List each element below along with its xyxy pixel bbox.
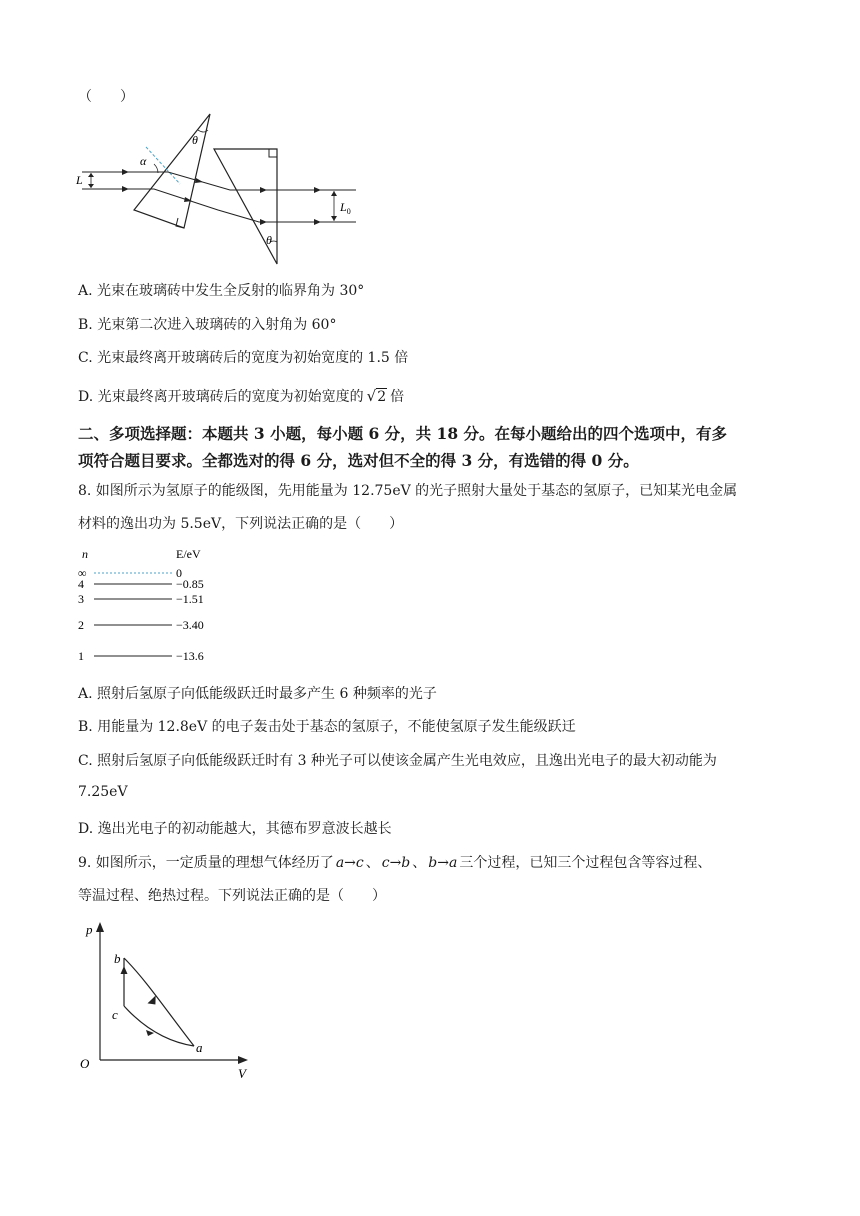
level-energy-label: 0 <box>176 566 182 580</box>
theta-bottom-label: θ <box>266 233 272 247</box>
sqrt-radicand: 2 <box>377 389 387 405</box>
q8-option-d[interactable]: D. 逸出光电子的初动能越大，其德布罗意波长越长 <box>78 821 392 837</box>
q9-stem-line2: 等温过程、绝热过程。下列说法正确的是（ ） <box>78 888 386 904</box>
L0-label: $L_0$ <box>340 200 351 216</box>
q8-stem-line1: 8. 如图所示为氢原子的能级图，先用能量为 12.75eV 的光子照射大量处于基态的氢原子，已知某光电金属 <box>78 483 738 499</box>
separator: 、 <box>412 855 427 871</box>
q7-option-d-suffix: 倍 <box>390 389 405 405</box>
process-cb: c→b <box>381 855 411 871</box>
level-energy-label: −0.85 <box>176 577 204 591</box>
alpha-label: α <box>140 154 147 168</box>
process-b-to-a <box>124 958 194 1046</box>
q9-stem-text: 三个过程，已知三个过程包含等容过程、 <box>459 855 712 871</box>
v-axis-label: V <box>238 1066 246 1078</box>
q7-option-a[interactable]: A. 光束在玻璃砖中发生全反射的临界角为 30° <box>78 283 365 299</box>
level-energy-label: −1.51 <box>176 592 204 606</box>
theta-top-label: θ <box>192 133 198 147</box>
point-b-label: b <box>114 951 121 966</box>
q7-option-d[interactable] <box>78 386 404 406</box>
level-energy-label: −13.6 <box>176 649 204 663</box>
q7-option-d-text: D. 光束最终离开玻璃砖后的宽度为初始宽度的 <box>78 389 364 405</box>
q9-stem-text: 9. 如图所示，一定质量的理想气体经历了 <box>78 855 334 871</box>
left-prism-right-angle-mark <box>176 218 184 228</box>
point-a-label: a <box>196 1040 203 1055</box>
level-energy-label: −3.40 <box>176 618 204 632</box>
normal-line <box>146 147 180 184</box>
section2-heading-line2: 项符合题目要求。全都选对的得 6 分，选对但不全的得 3 分，有选错的得 0 分。 <box>78 451 639 470</box>
origin-label: O <box>80 1056 90 1071</box>
level-n-label: 4 <box>78 577 84 591</box>
q8-option-b[interactable]: B. 用能量为 12.8eV 的电子轰击处于基态的氢原子，不能使氢原子发生能级跃迁 <box>78 719 576 735</box>
q8-option-a[interactable]: A. 照射后氢原子向低能级跃迁时最多产生 6 种频率的光子 <box>78 686 437 702</box>
level-n-label: ∞ <box>78 566 87 580</box>
process-ac: a→c <box>335 855 364 871</box>
sqrt-symbol: √ <box>366 387 377 405</box>
p-v-graph <box>76 918 256 1078</box>
q8-stem-line2: 材料的逸出功为 5.5eV，下列说法正确的是（ ） <box>78 516 404 532</box>
process-ba: b→a <box>428 855 458 871</box>
q7-option-b[interactable]: B. 光束第二次进入玻璃砖的入射角为 60° <box>78 317 337 333</box>
q7-option-c[interactable]: C. 光束最终离开玻璃砖后的宽度为初始宽度的 1.5 倍 <box>78 350 409 366</box>
q8-option-c-line2[interactable]: 7.25eV <box>78 784 128 800</box>
separator: 、 <box>365 855 380 871</box>
v-axis-arrow <box>238 1056 248 1064</box>
point-c-label: c <box>112 1007 118 1022</box>
p-axis-label: p <box>86 922 93 937</box>
p-axis-arrow <box>96 922 104 932</box>
section2-heading-line1: 二、多项选择题：本题共 3 小题，每小题 6 分，共 18 分。在每小题给出的四个选项中，有多 <box>78 424 728 443</box>
prism-diagram <box>74 112 374 272</box>
energy-levels <box>78 566 204 663</box>
q7-answer-paren: （ ） <box>78 89 134 105</box>
n-axis-label: n <box>82 547 88 561</box>
level-n-label: 3 <box>78 592 84 606</box>
lower-ray <box>82 189 356 222</box>
left-prism <box>134 114 210 228</box>
level-n-label: 1 <box>78 649 84 663</box>
level-n-label: 2 <box>78 618 84 632</box>
right-prism-right-angle-mark <box>269 149 277 157</box>
q9-stem-line1 <box>78 852 711 872</box>
q8-option-c-line1[interactable]: C. 照射后氢原子向低能级跃迁时有 3 种光子可以使该金属产生光电效应，且逸出光电子的最大初动能为 <box>78 753 717 769</box>
energy-level-diagram <box>74 542 234 672</box>
process-a-to-c <box>124 1006 194 1046</box>
energy-axis-label: E/eV <box>176 547 201 561</box>
L-label: L <box>76 173 83 187</box>
